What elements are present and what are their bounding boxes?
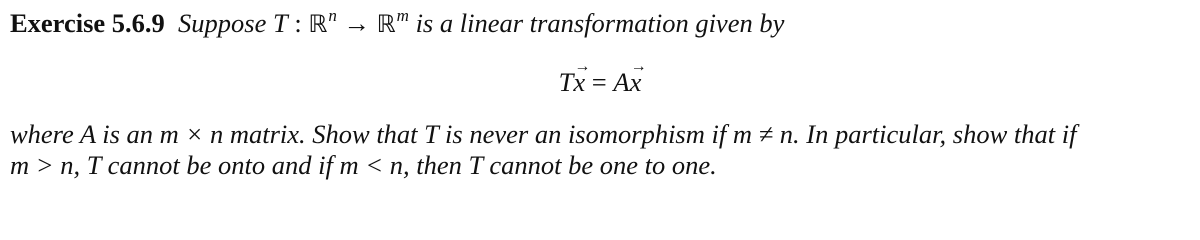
equation-lhs-map: T: [558, 67, 574, 97]
equation-rhs-vector: x →: [630, 67, 642, 97]
statement-suppose: Suppose: [178, 8, 267, 38]
map-arrow: →: [343, 8, 371, 38]
domain-symbol: ℝ: [308, 10, 328, 38]
statement-colon: :: [294, 8, 302, 38]
statement-rest: is a linear transformation given by: [415, 8, 785, 38]
exercise-body-line-2: m > n, T cannot be onto and if m < n, then T cannot be one to one.: [10, 150, 717, 180]
equation-lhs-vector: x →: [573, 67, 585, 97]
exercise-label: Exercise 5.6.9: [10, 8, 165, 38]
exercise-body-line-1: where A is an m × n matrix. Show that T is never an isomorphism if m ≠ n. In particular, show that if: [10, 119, 1077, 149]
codomain-exponent: m: [396, 6, 409, 25]
equation-rhs-matrix: A: [613, 67, 630, 97]
display-equation: [10, 67, 1190, 97]
domain-exponent: n: [328, 6, 337, 25]
exercise-block: [10, 0, 1190, 200]
exercise-statement-line: [10, 8, 784, 42]
equation-equals: =: [591, 67, 607, 97]
statement-map-name: T: [273, 8, 288, 38]
codomain-symbol: ℝ: [376, 10, 396, 38]
